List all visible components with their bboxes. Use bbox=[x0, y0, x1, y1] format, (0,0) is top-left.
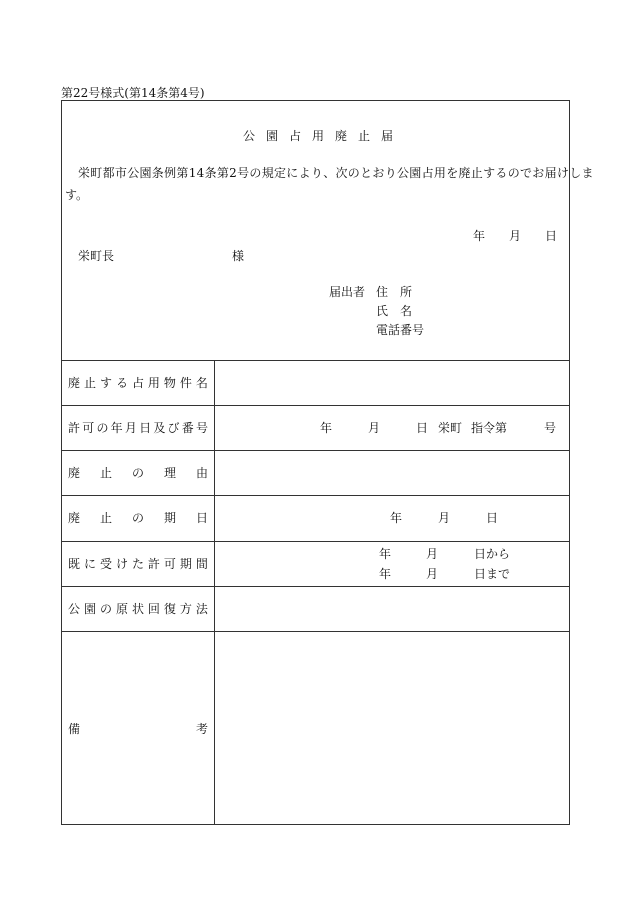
label-char: 状 bbox=[131, 602, 144, 616]
label-char: 受 bbox=[99, 557, 112, 571]
label-char: 原 bbox=[115, 602, 128, 616]
abolish-day: 日 bbox=[486, 511, 499, 525]
label-char: 番 bbox=[181, 421, 194, 435]
label-char: 件 bbox=[179, 376, 192, 390]
label-char: 廃 bbox=[68, 466, 81, 480]
row-separator bbox=[62, 586, 569, 587]
applicant-phone-label: 電話番号 bbox=[376, 323, 425, 337]
label-char: 公 bbox=[68, 602, 81, 616]
label-char: 期 bbox=[179, 557, 192, 571]
label-char: 間 bbox=[195, 557, 208, 571]
label-char: び bbox=[167, 421, 180, 435]
body-text-line1: 栄町都市公園条例第14条第2号の規定により、次のとおり公園占用を廃止するのでお届けしま bbox=[78, 166, 594, 180]
label-char: 復 bbox=[163, 602, 176, 616]
label-char: の bbox=[96, 421, 109, 435]
label-char: 廃 bbox=[68, 511, 81, 525]
label-char: 止 bbox=[83, 376, 96, 390]
permit-day: 日 bbox=[416, 421, 429, 435]
label-char: 園 bbox=[83, 602, 96, 616]
row-separator bbox=[62, 405, 569, 406]
form-title: 公園占用廃止届 bbox=[243, 129, 405, 143]
row-separator bbox=[62, 631, 569, 632]
row-label-reason bbox=[68, 465, 208, 481]
row-separator bbox=[62, 541, 569, 542]
addressee-name: 栄町長 bbox=[78, 249, 115, 263]
label-char: 方 bbox=[179, 602, 192, 616]
permit-month: 月 bbox=[368, 421, 381, 435]
form-number: 第22号様式(第14条第4号) bbox=[61, 86, 205, 100]
label-char: け bbox=[115, 557, 128, 571]
form-frame bbox=[61, 100, 594, 825]
label-char: の bbox=[99, 602, 112, 616]
label-char: 可 bbox=[82, 421, 95, 435]
label-char: 年 bbox=[110, 421, 123, 435]
permit-town: 栄町 bbox=[438, 421, 463, 435]
row-label-restore bbox=[68, 601, 208, 617]
label-char: 可 bbox=[163, 557, 176, 571]
label-char: す bbox=[99, 376, 112, 390]
label-char: 回 bbox=[147, 602, 160, 616]
label-char: 理 bbox=[163, 466, 176, 480]
row-label-date bbox=[68, 510, 208, 526]
label-char: 及 bbox=[153, 421, 166, 435]
date-year: 年 bbox=[473, 229, 486, 243]
date-day: 日 bbox=[545, 229, 558, 243]
label-char: の bbox=[131, 466, 144, 480]
row-separator bbox=[62, 495, 569, 496]
header-section bbox=[62, 101, 594, 361]
row-label-period bbox=[68, 556, 208, 572]
label-char: 占 bbox=[131, 376, 144, 390]
label-char: 用 bbox=[147, 376, 160, 390]
applicant-address-label: 住 所 bbox=[376, 285, 413, 299]
label-char: 日 bbox=[139, 421, 152, 435]
period-to-day: 日まで bbox=[474, 567, 511, 581]
applicant-name-label: 氏 名 bbox=[376, 304, 413, 318]
label-char: 月 bbox=[124, 421, 137, 435]
abolish-month: 月 bbox=[438, 511, 451, 525]
period-from-year: 年 bbox=[379, 547, 392, 561]
row-label-permit bbox=[68, 420, 208, 436]
addressee-honorific: 様 bbox=[232, 249, 245, 263]
label-char: 法 bbox=[195, 602, 208, 616]
label-char: 止 bbox=[99, 466, 112, 480]
abolish-year: 年 bbox=[390, 511, 403, 525]
period-from-month: 月 bbox=[426, 547, 439, 561]
permit-year: 年 bbox=[320, 421, 333, 435]
label-char: 期 bbox=[163, 511, 176, 525]
body-text-line2: す。 bbox=[65, 188, 89, 202]
label-char: 止 bbox=[99, 511, 112, 525]
period-from-day: 日から bbox=[474, 547, 511, 561]
row-label-property bbox=[68, 375, 208, 391]
row-separator bbox=[62, 450, 569, 451]
label-char: 考 bbox=[195, 722, 208, 736]
label-char: 許 bbox=[68, 421, 81, 435]
date-month: 月 bbox=[509, 229, 522, 243]
label-char: 既 bbox=[68, 557, 81, 571]
label-char: 日 bbox=[195, 511, 208, 525]
label-char: 名 bbox=[195, 376, 208, 390]
label-char: た bbox=[131, 557, 144, 571]
label-char: 許 bbox=[147, 557, 160, 571]
label-char: る bbox=[115, 376, 128, 390]
applicant-role: 届出者 bbox=[329, 285, 366, 299]
label-char: 備 bbox=[68, 722, 81, 736]
label-char: 号 bbox=[195, 421, 208, 435]
permit-number-suffix: 号 bbox=[544, 421, 557, 435]
period-to-year: 年 bbox=[379, 567, 392, 581]
column-divider bbox=[214, 360, 215, 824]
row-label-remarks bbox=[68, 721, 208, 737]
label-char: に bbox=[83, 557, 96, 571]
label-char: 廃 bbox=[68, 376, 81, 390]
label-char: 由 bbox=[195, 466, 208, 480]
label-char: の bbox=[131, 511, 144, 525]
label-char: 物 bbox=[163, 376, 176, 390]
period-to-month: 月 bbox=[426, 567, 439, 581]
permit-directive: 指令第 bbox=[471, 421, 508, 435]
